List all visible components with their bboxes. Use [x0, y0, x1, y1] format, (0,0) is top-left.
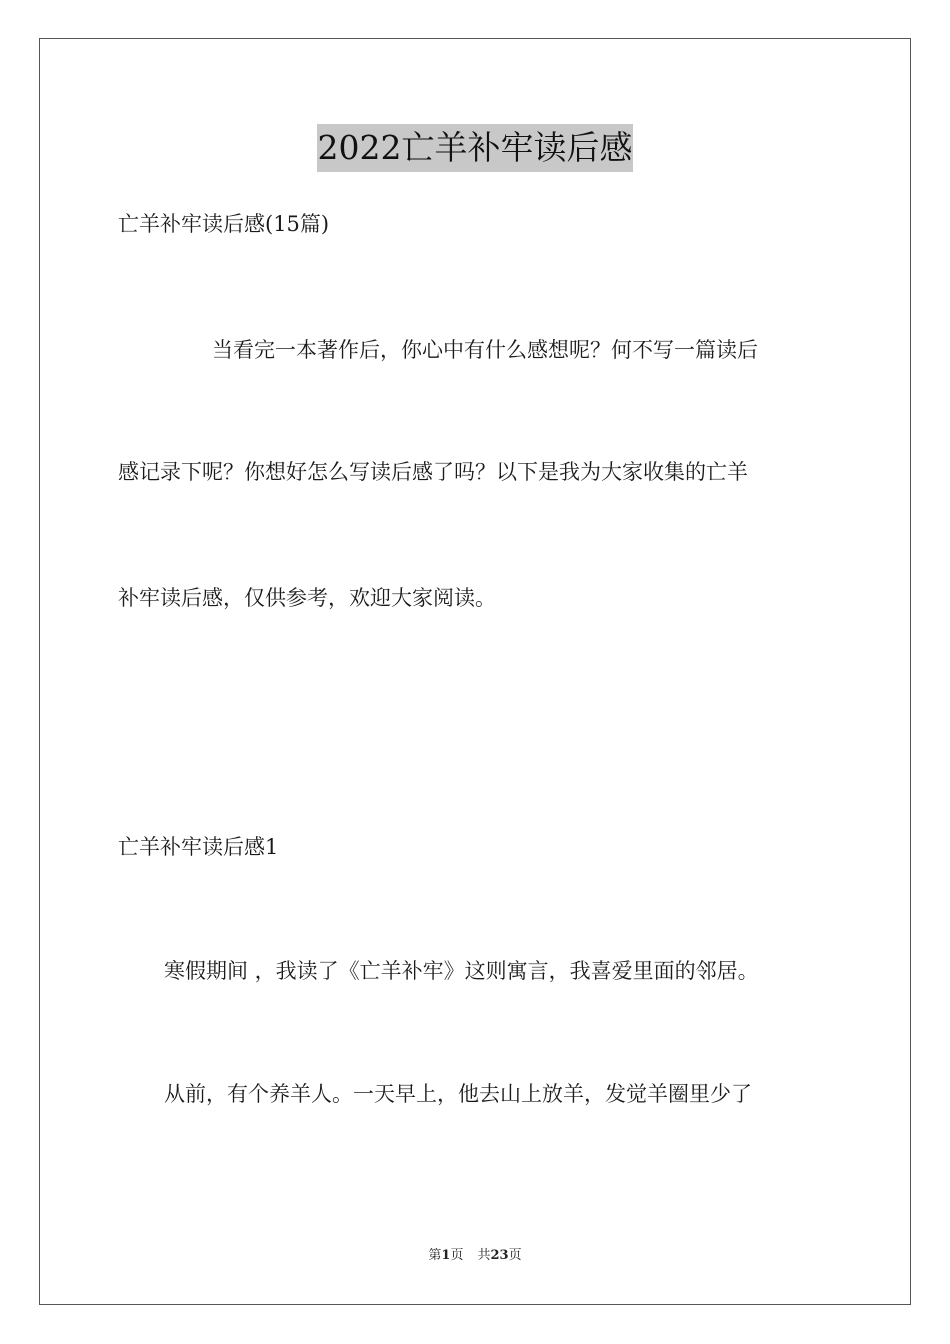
body-line-1: 寒假期间 ，我读了《亡羊补牢》这则寓言，我喜爱里面的邻居。 — [164, 959, 759, 983]
footer-page-suffix: 页 — [450, 1248, 464, 1263]
footer-total-prefix: 共 — [477, 1248, 491, 1263]
footer-total-pages: 23 — [490, 1248, 509, 1263]
footer-total-suffix: 页 — [508, 1248, 522, 1263]
section-heading: 亡羊补牢读后感1 — [118, 835, 279, 859]
intro-line-3: 补牢读后感，仅供参考，欢迎大家阅读。 — [118, 586, 496, 610]
document-title: 2022亡羊补牢读后感 — [317, 124, 634, 172]
intro-line-1: 当看完一本著作后，你心中有什么感想呢？何不写一篇读后 — [212, 338, 758, 362]
title-container — [0, 124, 950, 172]
footer-page-prefix: 第 — [428, 1248, 442, 1263]
document-subtitle: 亡羊补牢读后感(15篇) — [118, 212, 330, 236]
intro-line-2: 感记录下呢？你想好怎么写读后感了吗？以下是我为大家收集的亡羊 — [118, 460, 748, 484]
body-line-2: 从前，有个养羊人。一天早上，他去山上放羊，发觉羊圈里少了 — [164, 1082, 752, 1106]
footer-page-number: 1 — [441, 1248, 451, 1263]
page-footer — [0, 1247, 950, 1265]
